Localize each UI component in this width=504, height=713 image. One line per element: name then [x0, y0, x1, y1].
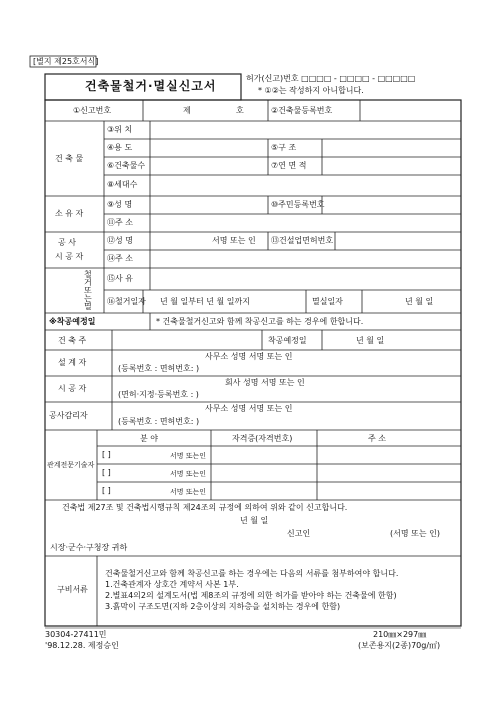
documents-label: 구비서류: [57, 585, 88, 594]
expert-row-3-field: [ ]: [102, 486, 111, 495]
designer-line-2: (등록번호 : 면허번호: ): [118, 364, 200, 373]
experts-head-field: 분 야: [140, 434, 158, 443]
building-label: 건 축 물: [55, 154, 84, 163]
footer-size: 210㎜×297㎜: [373, 630, 427, 639]
demolition-char-1: 철: [84, 270, 92, 279]
owner-address-label: ⑪주 소: [107, 218, 133, 227]
reg-no-label: ②건축물등록번호: [271, 106, 333, 115]
start-owner-label: 건 축 주: [58, 336, 87, 345]
reporter-sign: (서명 또는 인): [390, 529, 440, 538]
contractor-sign: 서명 또는 인: [212, 236, 256, 245]
supervisor-line-1: 사무소 성명 서명 또는 인: [205, 404, 293, 413]
experts-label: 관계전문기술자: [47, 461, 95, 469]
demolition-period: 년 월 일부터 년 월 일까지: [160, 297, 250, 306]
documents-item-1: 1.건축관계자 상호간 계약서 사본 1부.: [105, 580, 239, 589]
builder-line-2: (면허·지정·등록번호 : ): [118, 390, 199, 399]
households-label: ⑧세대수: [107, 180, 138, 189]
footer-approved: '98.12.28. 제정승인: [45, 641, 119, 650]
documents-item-3: 3.흙막이 구조도면(지하 2층이상의 지하층을 설치하는 경우에 한함): [105, 602, 341, 611]
designer-line-1: 사무소 성명 서명 또는 인: [205, 352, 293, 361]
structure-label: ⑤구 조: [271, 143, 297, 152]
start-section-note: * 건축물철거신고와 함께 착공신고를 하는 경우에 한합니다.: [156, 317, 364, 326]
planned-date-label: 착공예정일: [268, 336, 307, 345]
declaration-date: 년 월 일: [240, 516, 269, 525]
owner-name-label: ⑨성 명: [107, 200, 133, 209]
expert-row-1-sign: 서명 또는인: [170, 452, 207, 460]
demolition-char-5: 멸: [84, 302, 92, 311]
owner-label: 소 유 자: [55, 209, 84, 218]
addressee: 시장·군수·구청장 귀하: [50, 543, 128, 552]
contractor-name-label: ⑫성 명: [107, 236, 133, 245]
contractor-label-2: 시 공 자: [55, 252, 84, 261]
page-title: 건축물철거·멸실신고서: [85, 79, 217, 93]
demolition-date-label: ⑯철거일자: [107, 297, 146, 306]
contractor-address-label: ⑭주 소: [107, 254, 133, 263]
demolition-char-3: 또: [84, 286, 92, 295]
expert-row-2-sign: 서명 또는인: [170, 470, 207, 478]
builder-label: 시 공 자: [58, 384, 87, 393]
expert-row-1-field: [ ]: [102, 450, 111, 459]
report-no-label: ①신고번호: [73, 106, 112, 115]
area-label: ⑦연 면 적: [271, 161, 307, 170]
location-label: ③위 치: [107, 125, 133, 134]
use-label: ④용 도: [107, 143, 133, 152]
permit-number-label: 허가(신고)번호 □□□□ - □□□□ - □□□□□: [246, 74, 416, 83]
permit-note: * ①②는 작성하지 아니합니다.: [258, 86, 364, 95]
planned-date: 년 월 일: [356, 336, 385, 345]
demolition-char-4: 는: [84, 294, 92, 303]
expert-row-3-sign: 서명 또는인: [170, 488, 207, 496]
owner-id-label: ⑩주민등록번호: [271, 200, 325, 209]
supervisor-line-2: (등록번호 : 면허번호: ): [118, 417, 200, 426]
documents-item-2: 2.별표4의2의 설계도서(법 제8조의 규정에 의한 허가를 받아야 하는 건축물에 한함): [105, 591, 397, 600]
reason-label: ⑮사 유: [107, 274, 133, 283]
footer-paper: (보존용지(2종)70g/㎡): [358, 641, 441, 650]
lost-date: 년 월 일: [405, 297, 434, 306]
expert-row-2-field: [ ]: [102, 468, 111, 477]
documents-intro: 건축물철거신고와 함께 착공신고를 하는 경우에는 다음의 서류를 첨부하여야 합니다.: [105, 569, 399, 578]
designer-label: 설 계 자: [58, 358, 87, 367]
supervisor-label: 공사감리자: [49, 411, 88, 420]
floors-label: ⑥건축물수: [107, 161, 146, 170]
experts-head-license: 자격증(자격번호): [232, 434, 293, 443]
start-section-label: ※착공예정일: [49, 317, 96, 326]
form-id: [별지 제25호서식]: [33, 57, 99, 66]
license-label: ⑬건설업면허번호: [271, 236, 334, 245]
declaration-text: 건축법 제27조 및 건축법시행규칙 제24조의 규정에 의하여 위와 같이 신고합니다.: [62, 503, 348, 512]
builder-line-1: 회사 성명 서명 또는 인: [225, 378, 305, 387]
report-no-ho: 호: [236, 106, 244, 115]
lost-date-label: 멸실일자: [312, 297, 343, 306]
footer-code: 30304-27411민: [45, 630, 107, 639]
report-no-je: 제: [183, 106, 191, 115]
demolition-char-2: 거: [84, 278, 92, 287]
experts-head-address: 주 소: [368, 434, 386, 443]
contractor-label-1: 공 사: [58, 238, 76, 247]
reporter-label: 신고인: [287, 529, 311, 538]
